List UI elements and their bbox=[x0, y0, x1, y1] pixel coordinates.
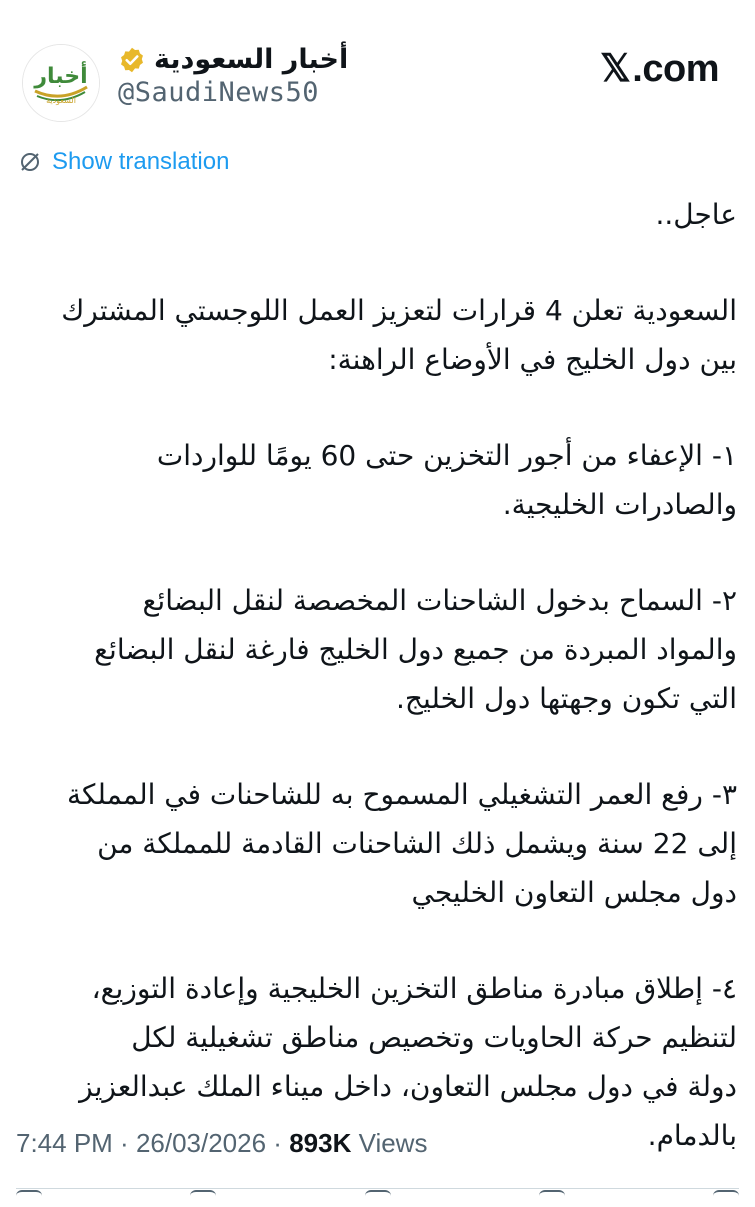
share-icon[interactable] bbox=[713, 1190, 739, 1202]
author-name[interactable]: أخبار السعودية bbox=[154, 44, 349, 75]
text-line: والمواد المبردة من جميع دول الخليج فارغة لنقل البضائع bbox=[94, 633, 737, 666]
tweet-header bbox=[22, 40, 737, 120]
action-bar bbox=[16, 1190, 739, 1200]
paragraph-4 bbox=[17, 576, 737, 723]
text-line: دول مجلس التعاون الخليجي bbox=[411, 876, 737, 909]
logo-text-bottom: السعودية bbox=[46, 96, 76, 105]
views-label: Views bbox=[351, 1128, 428, 1158]
show-translation-link[interactable] bbox=[18, 148, 229, 176]
like-icon[interactable] bbox=[365, 1190, 391, 1202]
tweet-time[interactable]: 7:44 PM bbox=[16, 1128, 113, 1158]
text-line: السعودية تعلن 4 قرارات لتعزيز العمل اللوجستي المشترك bbox=[61, 294, 737, 327]
text-line: عاجل.. bbox=[655, 198, 737, 231]
site-label bbox=[600, 46, 719, 91]
author-handle[interactable]: @SaudiNews50 bbox=[118, 77, 320, 108]
text-line: بين دول الخليج في الأوضاع الراهنة: bbox=[328, 343, 737, 376]
text-line: والصادرات الخليجية. bbox=[502, 488, 737, 521]
text-line: بالدمام. bbox=[647, 1119, 737, 1152]
text-line: ٤- إطلاق مبادرة مناطق التخزين الخليجية وإعادة التوزيع، bbox=[91, 972, 737, 1005]
text-line: إلى 22 سنة ويشمل ذلك الشاحنات القادمة للمملكة من bbox=[97, 827, 737, 860]
paragraph-1 bbox=[17, 190, 737, 239]
retweet-icon[interactable] bbox=[190, 1190, 216, 1202]
paragraph-3 bbox=[17, 431, 737, 529]
meta-separator: · bbox=[112, 1128, 136, 1158]
text-line: التي تكون وجهتها دول الخليج. bbox=[395, 682, 737, 715]
saudi-news-logo-icon bbox=[23, 45, 99, 121]
author-block bbox=[118, 44, 378, 108]
paragraph-2 bbox=[17, 286, 737, 384]
globe-icon bbox=[18, 150, 42, 174]
text-line: دولة في دول مجلس التعاون، داخل ميناء الملك عبدالعزيز bbox=[79, 1070, 737, 1103]
bookmark-icon[interactable] bbox=[539, 1190, 565, 1202]
verified-badge-icon bbox=[118, 46, 146, 74]
reply-icon[interactable] bbox=[16, 1190, 42, 1202]
x-logo-icon: 𝕏 bbox=[600, 48, 631, 90]
tweet-meta bbox=[16, 1128, 427, 1159]
show-translation-label: Show translation bbox=[52, 148, 230, 175]
views-count: 893K bbox=[289, 1128, 352, 1158]
paragraph-5 bbox=[17, 770, 737, 917]
meta-separator: · bbox=[266, 1128, 290, 1158]
text-line: ٢- السماح بدخول الشاحنات المخصصة لنقل البضائع bbox=[142, 584, 737, 617]
avatar[interactable] bbox=[22, 44, 100, 122]
logo-text-top: أخبار bbox=[34, 64, 88, 89]
tweet-text bbox=[17, 190, 737, 1207]
tweet-date[interactable]: 26/03/2026 bbox=[135, 1128, 267, 1158]
text-line: لتنظيم حركة الحاويات وتخصيص مناطق تشغيلية لكل bbox=[131, 1021, 737, 1054]
site-domain: .com bbox=[632, 48, 719, 90]
divider bbox=[16, 1188, 739, 1189]
text-line: ٣- رفع العمر التشغيلي المسموح به للشاحنات في المملكة bbox=[66, 778, 737, 811]
text-line: ١- الإعفاء من أجور التخزين حتى 60 يومًا للواردات bbox=[156, 439, 737, 472]
